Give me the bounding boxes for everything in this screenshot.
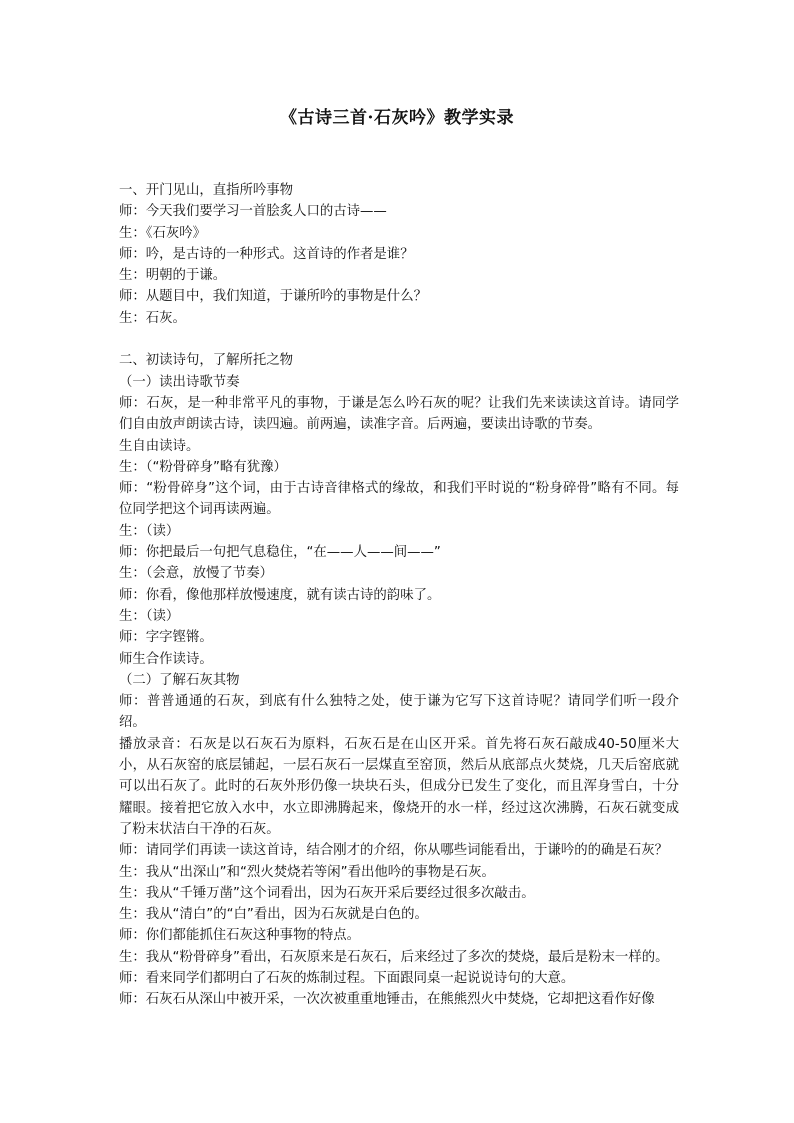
dialogue-line: 生：明朝的于谦。 — [119, 268, 227, 284]
subsection-heading: （一）读出诗歌节奏 — [119, 374, 240, 390]
dialogue-line: 生：（“粉骨碎身”略有犹豫） — [119, 459, 287, 475]
section-heading: 一、开门见山，直指所吟事物 — [119, 183, 294, 198]
dialogue-line: 师：石灰石从深山中被开采，一次次被重重地锤击，在熊熊烈火中焚烧，它却把这看作好像 — [119, 992, 655, 1008]
dialogue-line: 播放录音：石灰是以石灰石为原料，石灰石是在山区开采。首先将石灰石敲成40-50厘米大小，从石灰窑的底层铺起，一层石灰石一层煤直至窑顶，然后从底部点火焚烧，几天后窑底就可以出石灰了。此时的石灰外形仍像一块块石头，但成分已发生了变化，而且浑身雪白，十分耀眼。接着把它放入水中，水立即沸腾起来，像烧开的水一样，经过这次沸腾，石灰石就变成了粉末状洁白干净的石灰。 — [119, 736, 679, 837]
dialogue-line: 师生合作读诗。 — [119, 651, 213, 667]
section-heading: 二、初读诗句，了解所托之物 — [119, 353, 294, 369]
dialogue-line: 师：看来同学们都明白了石灰的炼制过程。下面跟同桌一起说说诗句的大意。 — [119, 970, 575, 986]
dialogue-line: 生：石灰。 — [119, 310, 186, 326]
paragraph-spacer — [119, 329, 679, 350]
subsection-heading: （二）了解石灰其物 — [119, 672, 240, 688]
dialogue-line: 生：《石灰吟》 — [119, 225, 207, 241]
dialogue-line: 师：字字铿锵。 — [119, 630, 213, 646]
document-title: 《古诗三首·石灰吟》教学实录 — [280, 108, 514, 128]
dialogue-line: 生：我从“千锤万凿”这个词看出，因为石灰开采后要经过很多次敲击。 — [119, 885, 535, 901]
dialogue-line: 师：今天我们要学习一首脍炙人口的古诗—— — [119, 204, 387, 220]
document-body — [119, 180, 679, 1011]
dialogue-line: 师：你看，像他那样放慢速度，就有读古诗的韵味了。 — [119, 587, 441, 603]
dialogue-line: 师：普普通通的石灰，到底有什么独特之处，使于谦为它写下这首诗呢？请同学们听一段介绍。 — [119, 694, 679, 731]
dialogue-line: 师：石灰，是一种非常平凡的事物，于谦是怎么吟石灰的呢？让我们先来读读这首诗。请同学们自由放声朗读古诗，读四遍。前两遍，读准字音。后两遍，要读出诗歌的节奏。 — [119, 395, 679, 433]
dialogue-line: 师：你把最后一句把气息稳住，“在——人——间——” — [119, 545, 441, 561]
dialogue-line: 师：请同学们再读一读这首诗，结合刚才的介绍，你从哪些词能看出，于谦吟的的确是石灰？ — [119, 843, 669, 859]
dialogue-line: 师：从题目中，我们知道，于谦所吟的事物是什么？ — [119, 289, 427, 305]
dialogue-line: 生：（会意，放慢了节奏） — [119, 566, 273, 582]
dialogue-line: 师：你们都能抓住石灰这种事物的特点。 — [119, 928, 361, 944]
dialogue-line: 生：我从“粉骨碎身”看出，石灰原来是石灰石，后来经过了多次的焚烧，最后是粉末一样的。 — [119, 949, 669, 965]
dialogue-line: 生自由读诗。 — [119, 438, 200, 454]
dialogue-line: 生：（读） — [119, 608, 180, 624]
dialogue-line: 生：我从“出深山”和“烈火焚烧若等闲”看出他吟的事物是石灰。 — [119, 864, 495, 880]
dialogue-line: 师：“粉骨碎身”这个词，由于古诗音律格式的缘故，和我们平时说的“粉身碎骨”略有不同。每位同学把这个词再读两遍。 — [119, 481, 679, 518]
dialogue-line: 生：我从“清白”的“白”看出，因为石灰就是白色的。 — [119, 907, 428, 923]
dialogue-line: 师：吟，是古诗的一种形式。这首诗的作者是谁？ — [119, 246, 414, 262]
dialogue-line: 生：（读） — [119, 523, 180, 539]
